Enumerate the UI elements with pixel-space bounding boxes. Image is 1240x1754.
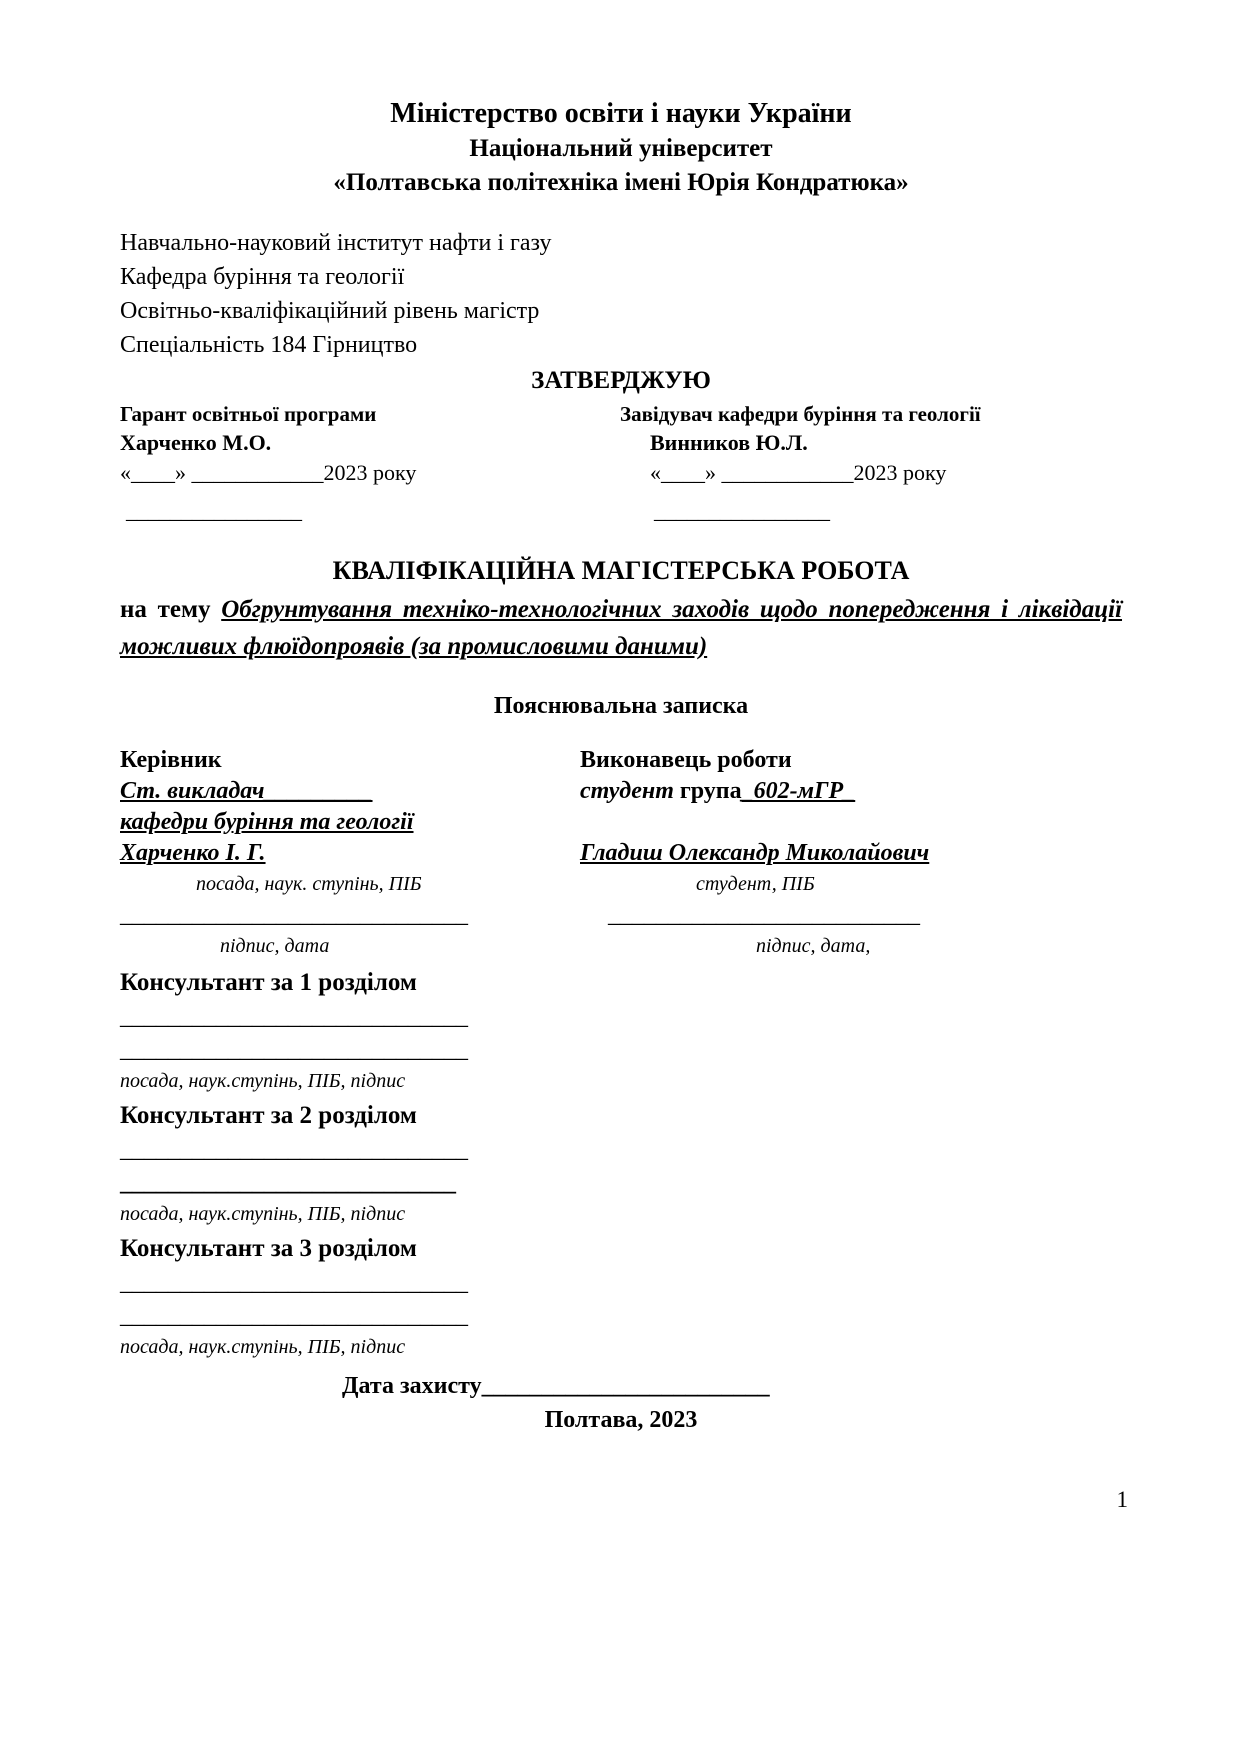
consultant-line: _____________________________ (120, 1037, 468, 1063)
approver-name: Винников Ю.Л. (650, 430, 808, 455)
approver-role: Завідувач кафедри буріння та геології (620, 402, 981, 426)
student-label: студент (580, 778, 674, 804)
consultant-section-3 (120, 1230, 1122, 1361)
approval-left-column (120, 400, 620, 488)
spacer-line (580, 807, 1122, 838)
topic-paragraph (120, 591, 1122, 665)
supervisor-heading: Керівник (120, 747, 222, 773)
consultant-section-2 (120, 1097, 1122, 1228)
ministry-line: Міністерство освіти і науки України (390, 98, 852, 129)
supervisor-signature-line: _____________________________ (120, 902, 468, 928)
document-header (120, 95, 1122, 200)
approve-heading: ЗАТВЕРДЖУЮ (531, 367, 711, 394)
supervisor-position-line: Ст. викладач_________ (120, 778, 373, 804)
consultant-section-1 (120, 964, 1122, 1095)
defense-date-line: Дата захисту________________________ (342, 1373, 770, 1399)
approver-name: Харченко М.О. (120, 430, 272, 455)
supervisor-name: Харченко І. Г. (120, 840, 266, 866)
consultant-line: _____________________________ (120, 1137, 468, 1163)
university-line: Національний університет (469, 135, 773, 162)
executor-heading: Виконавець роботи (580, 747, 792, 773)
city-year-line: Полтава, 2023 (544, 1407, 698, 1433)
topic-label: на тему (120, 596, 211, 623)
executor-signature-caption: підпис, дата, (756, 935, 871, 957)
people-section (120, 745, 1122, 962)
topic-text: Обгрунтування техніко-технологічних заходів щодо попередження і ліквідації можливих флюїдопроявів (за промисловими даними) (120, 596, 1123, 660)
executor-column (580, 745, 1122, 962)
signature-line: ________________ (126, 498, 302, 523)
consultant-caption: посада, наук.ступінь, ПІБ, підпис (120, 1203, 406, 1225)
executor-group-line (580, 776, 1122, 807)
group-label: група (679, 778, 742, 804)
executor-signature-line: __________________________ (608, 902, 920, 928)
education-level-line: Освітньо-кваліфікаційний рівень магістр (120, 298, 540, 324)
work-subtitle: Пояснювальна записка (493, 693, 749, 719)
executor-name: Гладиш Олександр Миколайович (580, 840, 930, 866)
consultant-caption: посада, наук.ступінь, ПІБ, підпис (120, 1070, 406, 1092)
supervisor-signature-caption: підпис, дата (220, 935, 330, 957)
consultant-heading: Консультант за 3 розділом (120, 1235, 417, 1262)
signature-line: ________________ (654, 498, 830, 523)
work-title: КВАЛІФІКАЦІЙНА МАГІСТЕРСЬКА РОБОТА (332, 556, 910, 585)
consultant-caption: посада, наук.ступінь, ПІБ, підпис (120, 1336, 406, 1358)
consultant-line: _____________________________ (120, 1303, 468, 1329)
approval-section (120, 400, 1122, 488)
consultant-line: _____________________________ (120, 1270, 468, 1296)
supervisor-department-line: кафедри буріння та геології (120, 809, 414, 835)
approver-role: Гарант освітньої програми (120, 402, 377, 426)
supervisor-caption: посада, наук. ступінь, ПІБ (196, 873, 422, 895)
consultant-heading: Консультант за 2 розділом (120, 1102, 417, 1129)
institute-info-block (120, 226, 1122, 362)
supervisor-column (120, 745, 580, 962)
consultant-line: _____________________________ (120, 1004, 468, 1030)
institute-line: Навчально-науковий інститут нафти і газу (120, 230, 552, 256)
approval-right-column (620, 400, 1122, 488)
executor-caption: студент, ПІБ (696, 873, 815, 895)
consultant-line: ____________________________ (120, 1170, 456, 1196)
approval-date-line: «____» ____________2023 року (650, 460, 947, 485)
university-name-line: «Полтавська політехніка імені Юрія Кондратюка» (333, 169, 909, 196)
page-number: 1 (1116, 1487, 1128, 1512)
approval-date-line: «____» ____________2023 року (120, 460, 417, 485)
department-line: Кафедра буріння та геології (120, 264, 405, 290)
specialty-line: Спеціальність 184 Гірництво (120, 332, 418, 358)
consultant-heading: Консультант за 1 розділом (120, 969, 417, 996)
approval-signature-row (120, 496, 1122, 526)
group-value: _602-мГР_ (741, 778, 856, 804)
